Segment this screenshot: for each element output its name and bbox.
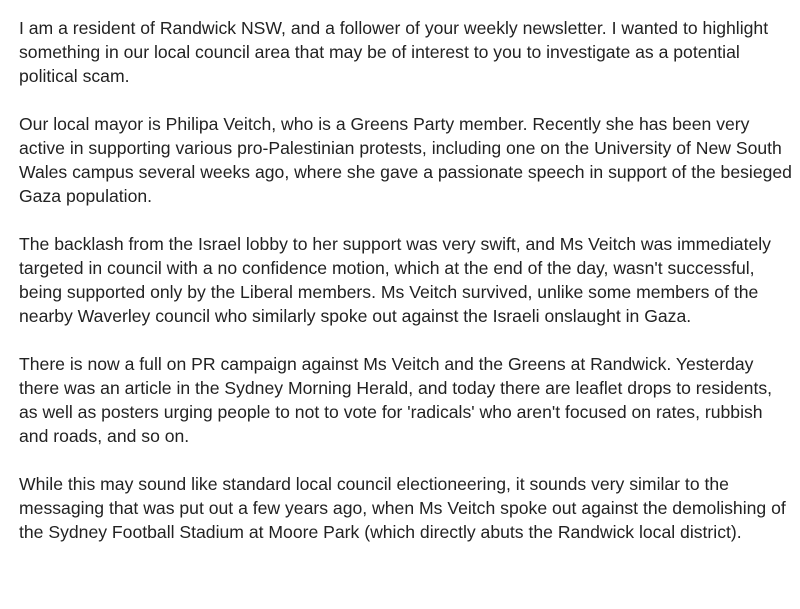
paragraph-backlash: The backlash from the Israel lobby to her support was very swift, and Ms Veitch was immediately targeted in council with a no confidence motion, which at the end of the day, wasn't successful, being supported only by the Liberal members. Ms Veitch survived, unlike some members of the nearby Waverley council who similarly spoke out against the Israeli onslaught in Gaza. <box>19 234 771 326</box>
email-body <box>19 16 794 568</box>
paragraph-intro: I am a resident of Randwick NSW, and a follower of your weekly newsletter. I wanted to highlight something in our local council area that may be of interest to you to investigate as a potential political scam. <box>19 18 769 86</box>
paragraph-mayor: Our local mayor is Philipa Veitch, who is a Greens Party member. Recently she has been very active in supporting various pro-Palestinian protests, including one on the University of New South Wales campus several weeks ago, where she gave a passionate speech in support of the besieged Gaza population. <box>19 114 792 206</box>
paragraph-pr-campaign: There is now a full on PR campaign against Ms Veitch and the Greens at Randwick. Yesterday there was an article in the Sydney Morning Herald, and today there are leaflet drops to residents, as well as posters urging people to not to vote for 'radicals' who aren't focused on rates, rubbish and roads, and so on. <box>19 354 773 446</box>
paragraph-stadium: While this may sound like standard local council electioneering, it sounds very similar to the messaging that was put out a few years ago, when Ms Veitch spoke out against the demolishing of the Sydney Football Stadium at Moore Park (which directly abuts the Randwick local district). <box>19 474 786 542</box>
